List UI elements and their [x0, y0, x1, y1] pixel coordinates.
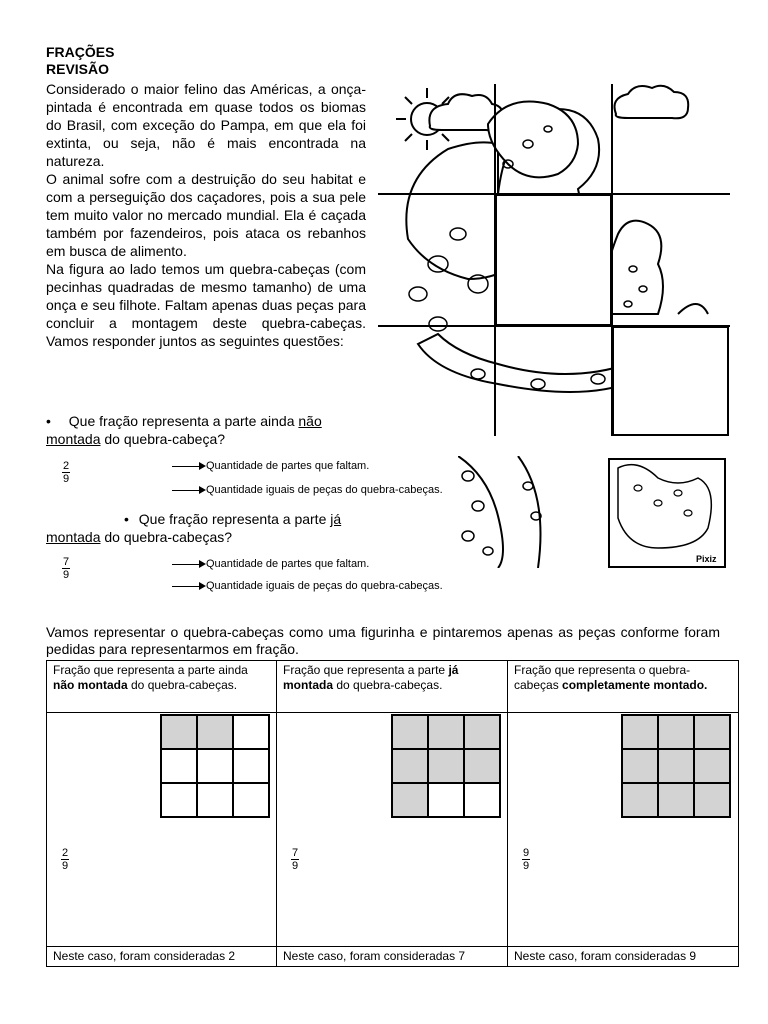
grid-cell	[197, 749, 233, 783]
grid-cell	[622, 715, 658, 749]
grid-cell	[658, 749, 694, 783]
grid-cell	[428, 749, 464, 783]
grid-col3	[621, 714, 731, 818]
intro-paragraph-2: O animal sofre com a destruição do seu habitat e com a perseguição dos caçadores, pois a sua pele tem muito valor no mercado mundial. Ela é caçada também por fazendeiros, pois ataca os rebanhos em busca de alimento.	[46, 171, 366, 259]
q2-text-b: do quebra-cabeças?	[100, 529, 233, 545]
bullet: •	[124, 511, 129, 527]
grid-cell	[161, 749, 197, 783]
intro-paragraph-1: Considerado o maior felino das Américas, a onça-pintada é encontrada em quase todos os biomas do Brasil, com exceção do Pampa, em que ela foi extinta, ou seja, não é mais encontrada na natureza.	[46, 81, 366, 169]
grid-cell	[694, 715, 730, 749]
grid-cell	[197, 783, 233, 817]
col1-fraction: $\frac{2}{9}$	[62, 847, 69, 872]
grid-cell	[464, 715, 500, 749]
grid-cell	[392, 715, 428, 749]
grid-cell	[233, 715, 269, 749]
col3-fraction: $\frac{9}{9}$	[523, 847, 530, 872]
grid-cell	[392, 749, 428, 783]
q2-text-a: Que fração representa a parte	[138, 511, 331, 527]
intro-text	[46, 80, 366, 350]
question-1	[46, 412, 366, 448]
arrow-icon	[172, 564, 204, 565]
q2-fraction	[62, 556, 70, 581]
q2-numerator: 7	[63, 556, 70, 568]
grid-cell	[658, 783, 694, 817]
grid-cell	[161, 783, 197, 817]
q1-text-b: do quebra-cabeça?	[100, 431, 226, 447]
title-revisao: REVISÃO	[46, 61, 110, 77]
q1-label-denominator	[172, 484, 443, 496]
missing-piece-1	[496, 195, 611, 325]
grid-cell	[464, 783, 500, 817]
q2-label-num-text: Quantidade de partes que faltam.	[206, 558, 370, 570]
pixiz-credit: Pixiz	[696, 554, 717, 564]
page-title	[46, 44, 114, 78]
q1-text-a: Que fração representa a parte ainda	[68, 413, 299, 429]
cloud-icon	[615, 86, 689, 119]
col2-footer: Neste caso, foram consideradas 7	[277, 947, 508, 967]
col3-header: Fração que representa o quebra-cabeças completamente montado.	[508, 661, 739, 713]
intro-paragraph-3: Na figura ao lado temos um quebra-cabeças (com pecinhas quadradas de mesmo tamanho) de uma onça e seu filhote. Faltam apenas duas peças para concluir a montagem deste quebra-cabeças. Vamos responder juntos as seguintes questões:	[46, 261, 366, 349]
grid-cell	[622, 749, 658, 783]
grid-cell	[233, 783, 269, 817]
bullet: •	[46, 413, 51, 429]
q2-denominator: 9	[63, 569, 70, 581]
grid-cell	[233, 749, 269, 783]
grid-cell	[694, 749, 730, 783]
grid-cell	[392, 783, 428, 817]
loose-piece-jaguar-body	[458, 456, 550, 568]
q1-fraction	[62, 460, 70, 485]
question-2	[46, 510, 371, 546]
arrow-icon	[172, 490, 204, 491]
q1-text-underlined: não montada	[46, 413, 322, 447]
col1-footer: Neste caso, foram consideradas 2	[47, 947, 277, 967]
q2-text-underlined: já montada	[46, 511, 342, 545]
q1-numerator: 2	[63, 460, 70, 472]
q1-label-num-text: Quantidade de partes que faltam.	[206, 460, 370, 472]
arrow-icon	[172, 586, 204, 587]
grid-cell	[658, 715, 694, 749]
grid-col1	[160, 714, 270, 818]
bottom-intro: Vamos representar o quebra-cabeças como uma figurinha e pintaremos apenas as peças conforme foram pedidas para representarmos em fração.	[46, 624, 720, 657]
col3-footer: Neste caso, foram consideradas 9	[508, 947, 739, 967]
grid-cell	[694, 783, 730, 817]
grid-cell	[161, 715, 197, 749]
grid-cell	[197, 715, 233, 749]
grid-cell	[622, 783, 658, 817]
arrow-icon	[172, 466, 204, 467]
col2-header: Fração que representa a parte já montada do quebra-cabeças.	[277, 661, 508, 713]
grid-cell	[464, 749, 500, 783]
title-fracoes: FRAÇÕES	[46, 44, 115, 60]
q1-denominator: 9	[63, 473, 70, 485]
q1-label-den-text: Quantidade iguais de peças do quebra-cabeças.	[206, 484, 443, 496]
loose-piece-cub	[608, 458, 726, 568]
grid-cell	[428, 715, 464, 749]
jaguar-puzzle-image	[378, 84, 730, 436]
q2-label-denominator	[172, 580, 443, 592]
grid-col2	[391, 714, 501, 818]
col2-fraction: $\frac{7}{9}$	[292, 847, 299, 872]
q1-label-numerator	[172, 460, 369, 472]
col1-header: Fração que representa a parte ainda não montada do quebra-cabeças.	[47, 661, 277, 713]
grid-cell	[428, 783, 464, 817]
q2-label-den-text: Quantidade iguais de peças do quebra-cabeças.	[206, 580, 443, 592]
missing-piece-2	[613, 327, 728, 435]
q2-label-numerator	[172, 558, 369, 570]
